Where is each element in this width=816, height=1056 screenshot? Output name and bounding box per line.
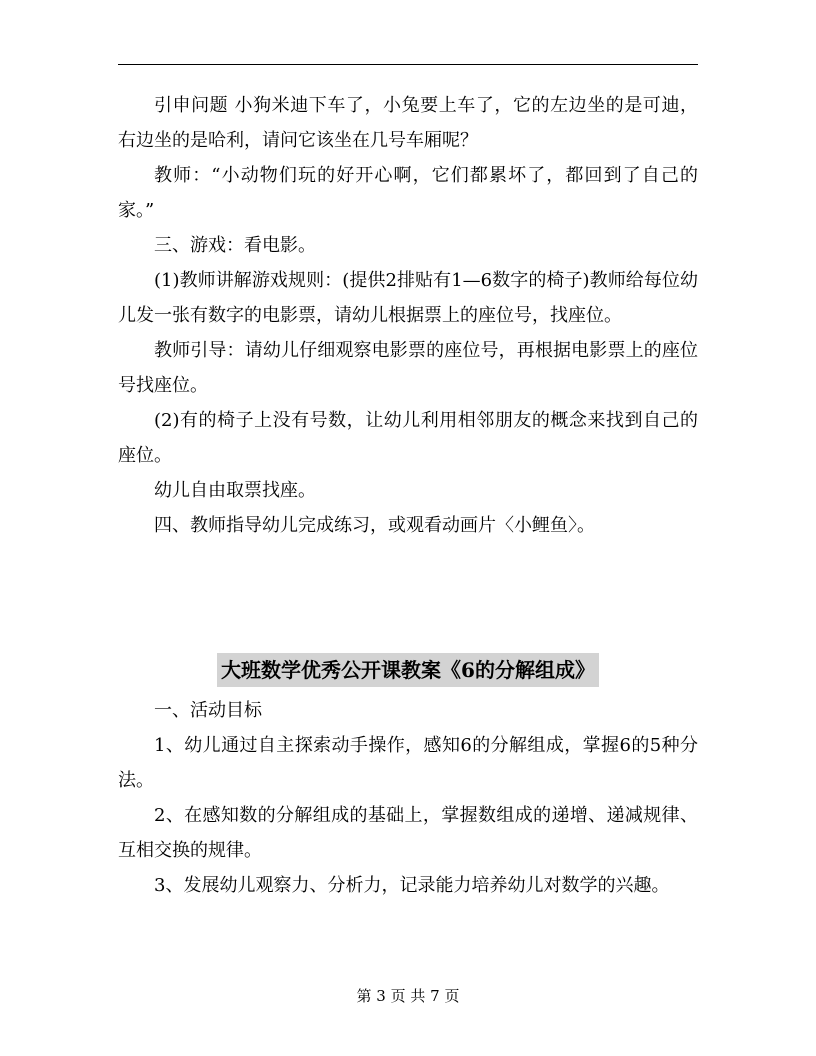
paragraph: 三、游戏：看电影。 — [154, 235, 316, 256]
header-rule — [118, 64, 698, 65]
paragraph: 教师：“小动物们玩的好开心啊，它们都累坏了，都回到了自己的家。” — [118, 165, 698, 221]
paragraph: 3、发展幼儿观察力、分析力，记录能力培养幼儿对数学的兴趣。 — [154, 875, 670, 896]
paragraph: (1)教师讲解游戏规则：(提供2排贴有1—6数字的椅子)教师给每位幼儿发一张有数字的电影票，请幼儿根据票上的座位号，找座位。 — [118, 270, 698, 326]
paragraph: 四、教师指导幼儿完成练习，或观看动画片〈小鲤鱼〉。 — [154, 515, 595, 536]
paragraph: 引申问题 小狗米迪下车了，小兔要上车了，它的左边坐的是可迪，右边坐的是哈利，请问它该坐在几号车厢呢？ — [118, 95, 698, 151]
paragraph: 幼儿自由取票找座。 — [154, 480, 316, 501]
page-footer: 第 3 页 共 7 页 — [356, 987, 460, 1005]
paragraph: (2)有的椅子上没有号数，让幼儿利用相邻朋友的概念来找到自己的座位。 — [118, 410, 698, 466]
section-title: 大班数学优秀公开课教案《6的分解组成》 — [217, 653, 599, 687]
section-title-wrap — [118, 653, 698, 691]
page-content — [118, 88, 698, 903]
paragraph: 1、幼儿通过自主探索动手操作，感知6的分解组成，掌握6的5种分法。 — [118, 735, 698, 791]
paragraph: 2、在感知数的分解组成的基础上，掌握数组成的递增、递减规律、互相交换的规律。 — [118, 805, 698, 861]
section-spacer — [118, 543, 698, 653]
paragraph: 教师引导：请幼儿仔细观察电影票的座位号，再根据电影票上的座位号找座位。 — [118, 340, 698, 396]
paragraph: 一、活动目标 — [154, 700, 262, 721]
